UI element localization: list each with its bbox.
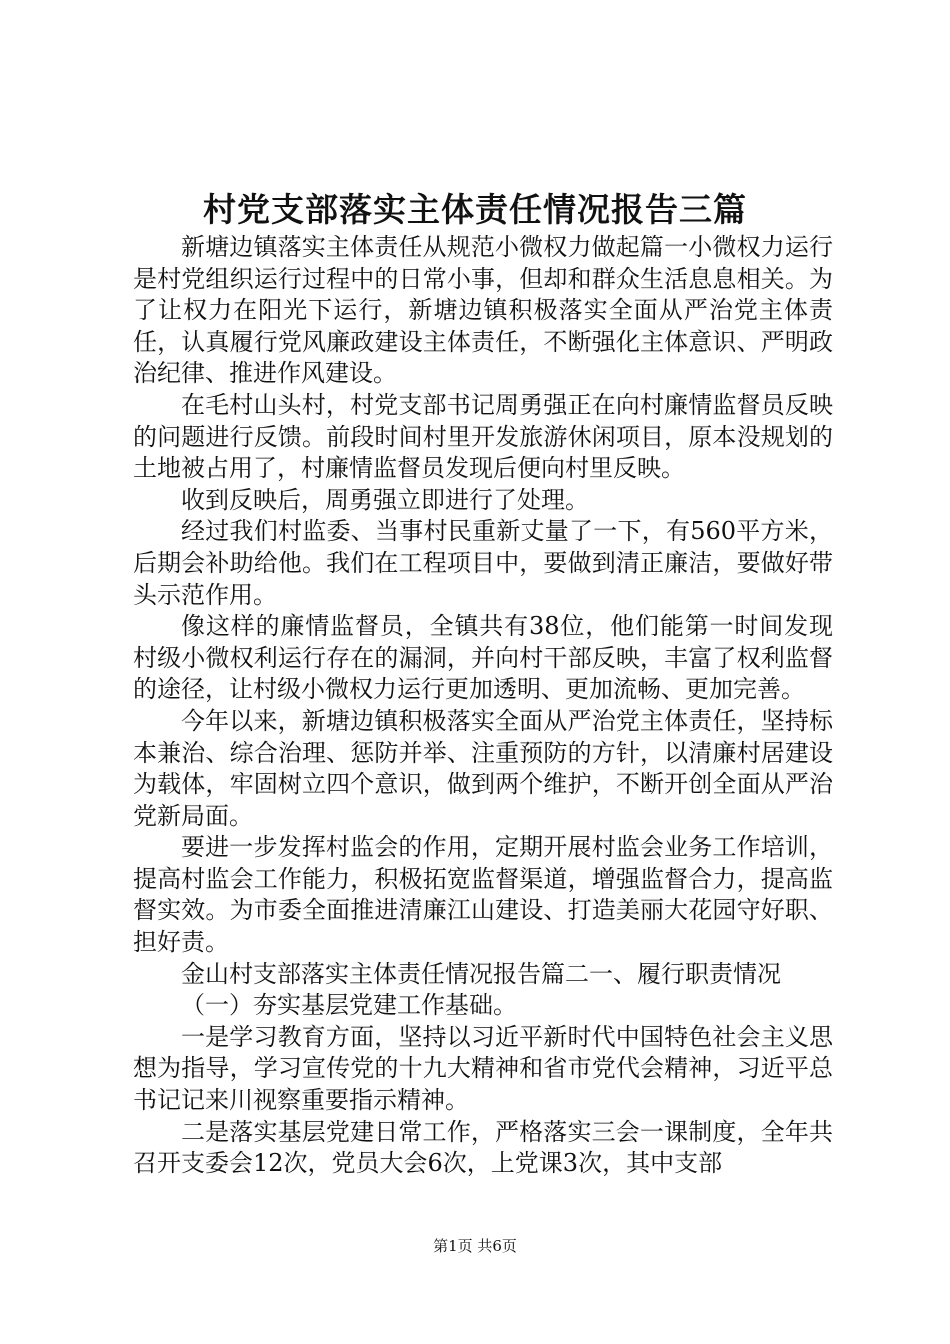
paragraph: 要进一步发挥村监会的作用，定期开展村监会业务工作培训，提高村监会工作能力，积极拓宽监督渠道，增强监督合力，提高监督实效。为市委全面推进清廉江山建设、打造美丽大花园守好职、担好责。 [133, 833, 833, 957]
paragraph: 金山村支部落实主体责任情况报告篇二一、履行职责情况 [181, 959, 781, 988]
paragraph: 在毛村山头村，村党支部书记周勇强正在向村廉情监督员反映的问题进行反馈。前段时间村里开发旅游休闲项目，原本没规划的土地被占用了，村廉情监督员发现后便向村里反映。 [133, 390, 833, 483]
paragraph: （一）夯实基层党建工作基础。 [181, 991, 517, 1020]
paragraph: 二是落实基层党建日常工作，严格落实三会一课制度，全年共召开支委会12次，党员大会6次，上党课3次，其中支部 [133, 1117, 833, 1178]
page-footer: 第1页 共6页 [433, 1237, 517, 1255]
document-body [133, 232, 833, 1180]
paragraph: 新塘边镇落实主体责任从规范小微权力做起篇一小微权力运行是村党组织运行过程中的日常小事，但却和群众生活息息相关。为了让权力在阳光下运行，新塘边镇积极落实全面从严治党主体责任，认真履行党风廉政建设主体责任，不断强化主体意识、严明政治纪律、推进作风建设。 [133, 233, 833, 388]
paragraph: 一是学习教育方面，坚持以习近平新时代中国特色社会主义思想为指导，学习宣传党的十九大精神和省市党代会精神，习近平总书记记来川视察重要指示精神。 [133, 1022, 833, 1115]
paragraph: 今年以来，新塘边镇积极落实全面从严治党主体责任，坚持标本兼治、综合治理、惩防并举、注重预防的方针，以清廉村居建设为载体，牢固树立四个意识，做到两个维护，不断开创全面从严治党新局面。 [133, 706, 833, 830]
paragraph: 像这样的廉情监督员，全镇共有38位，他们能第一时间发现村级小微权利运行存在的漏洞，并向村干部反映，丰富了权利监督的途径，让村级小微权力运行更加透明、更加流畅、更加完善。 [133, 612, 833, 704]
paragraph: 经过我们村监委、当事村民重新丈量了一下，有560平方米，后期会补助给他。我们在工程项目中，要做到清正廉洁，要做好带头示范作用。 [133, 517, 833, 609]
paragraph: 收到反映后，周勇强立即进行了处理。 [181, 485, 589, 514]
page-title: 村党支部落实主体责任情况报告三篇 [203, 190, 747, 229]
